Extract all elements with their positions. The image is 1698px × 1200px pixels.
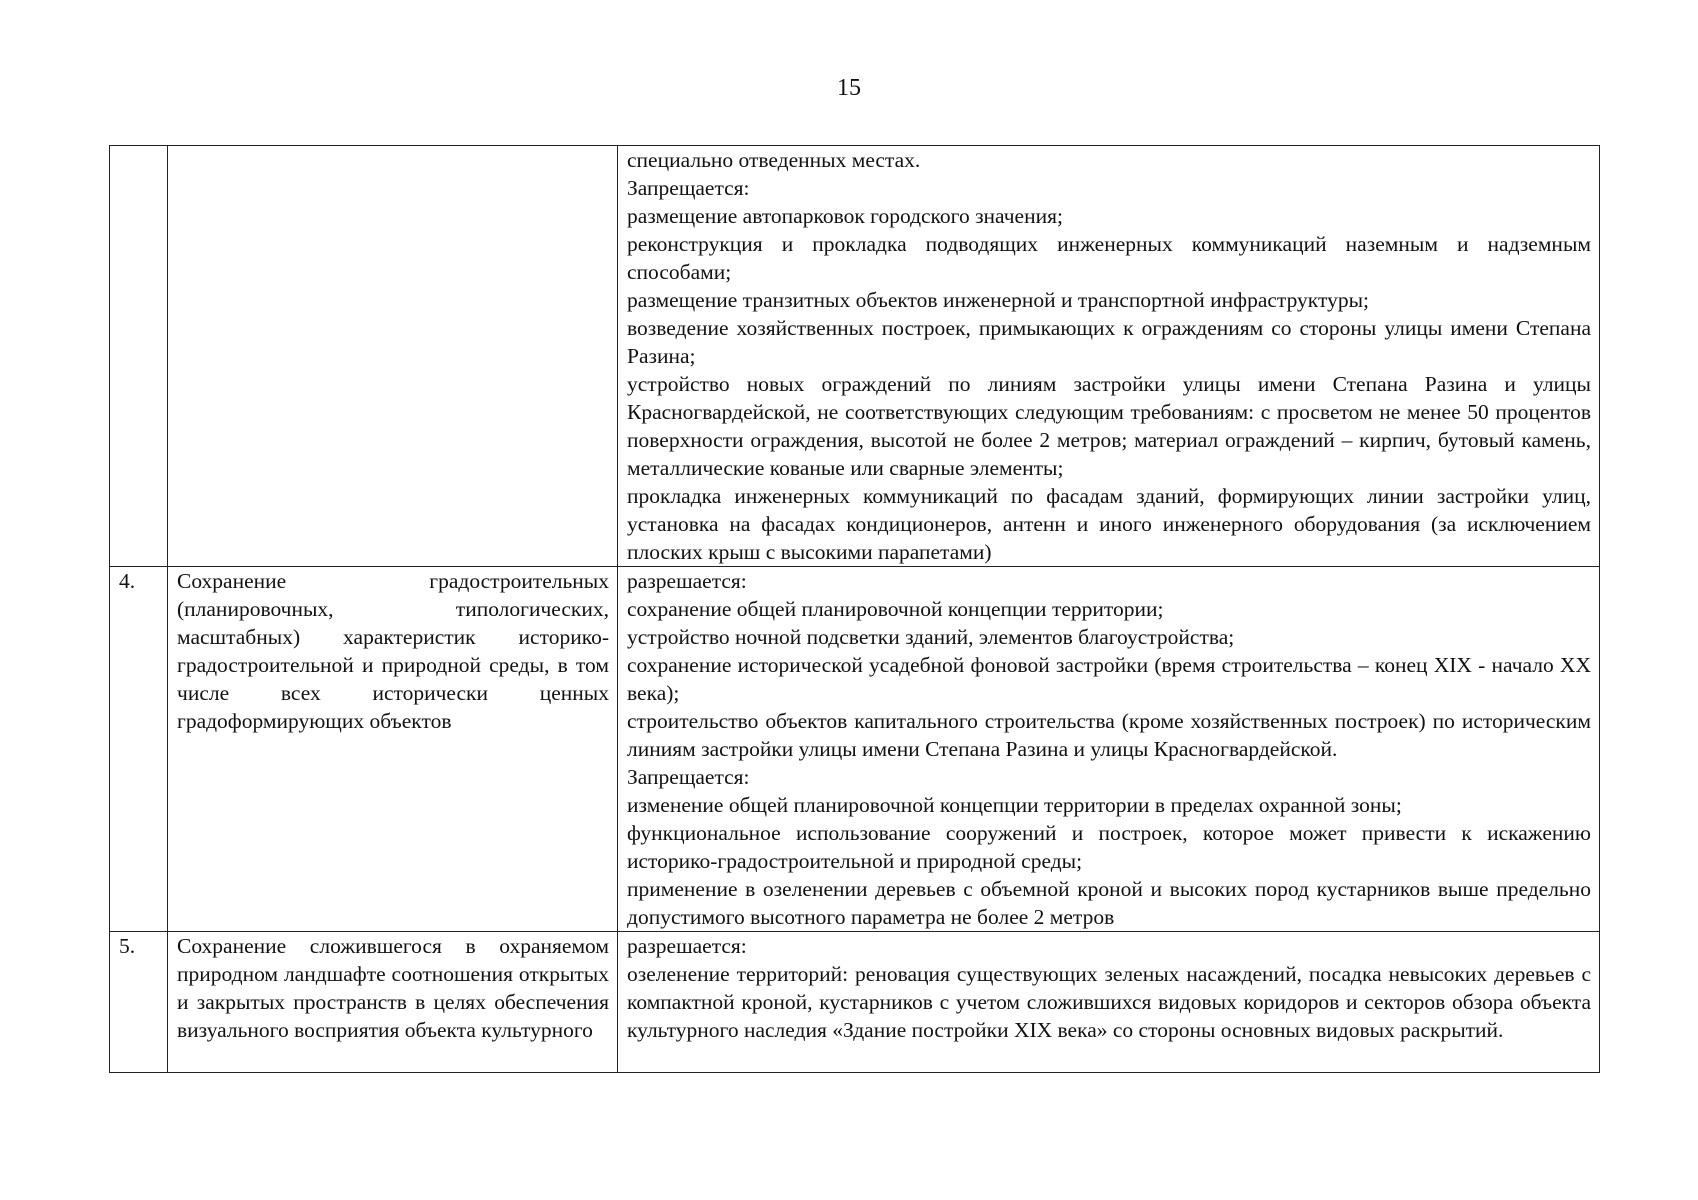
requirement-cell	[168, 146, 618, 567]
regulation-paragraph: сохранение исторической усадебной фоновой застройки (время строительства – конец XIX - начало XX века);	[627, 653, 1591, 705]
regulation-paragraph: Запрещается:	[627, 765, 750, 789]
table-row	[110, 567, 1600, 932]
table-row	[110, 932, 1600, 1073]
regulation-paragraph: устройство ночной подсветки зданий, элементов благоустройства;	[627, 625, 1235, 649]
regulation-paragraph: прокладка инженерных коммуникаций по фасадам зданий, формирующих линии застройки улиц, установка на фасадах кондиционеров, антенн и иного инженерного оборудования (за исключением плоских крыш с высокими парапетами)	[627, 484, 1591, 564]
table-row	[110, 146, 1600, 567]
regulation-paragraph: сохранение общей планировочной концепции территории;	[627, 597, 1164, 621]
row-number-cell	[110, 146, 168, 567]
requirement-clip	[177, 932, 609, 1072]
regulation-paragraph: возведение хозяйственных построек, примыкающих к ограждениям со стороны улицы имени Степана Разина;	[627, 316, 1591, 368]
regulation-clip	[627, 932, 1591, 1072]
requirement-text: Сохранение градостроительных (планировочных, типологических, масштабных) характеристик историко-градостроительной и природной среды, в том числе всех исторически ценных градоформирующих объектов	[177, 569, 609, 733]
regulation-paragraph: устройство новых ограждений по линиям застройки улицы имени Степана Разина и улицы Красногвардейской, не соответствующих следующим требованиям: с просветом не менее 50 процентов поверхности ограждения, высотой не более 2 метров; материал ограждений – кирпич, бутовый камень, металлические кованые или сварные элементы;	[627, 372, 1591, 480]
regulation-paragraph: разрешается:	[627, 934, 747, 958]
row-number-cell: 5.	[110, 932, 168, 1073]
regulation-paragraph: Запрещается:	[627, 176, 750, 200]
regulation-paragraph: реконструкция и прокладка подводящих инженерных коммуникаций наземным и надземным способами;	[627, 232, 1591, 284]
regulation-cell	[618, 146, 1600, 567]
requirement-cell	[168, 567, 618, 932]
regulation-cell	[618, 567, 1600, 932]
regulation-paragraph: специально отведенных местах.	[627, 148, 921, 172]
page-number: 15	[837, 75, 861, 101]
regulation-paragraph: строительство объектов капитального строительства (кроме хозяйственных построек) по историческим линиям застройки улицы имени Степана Разина и улицы Красногвардейской.	[627, 709, 1591, 761]
requirement-cell	[168, 932, 618, 1073]
regulation-paragraph: разрешается:	[627, 569, 747, 593]
regulation-paragraph: изменение общей планировочной концепции территории в пределах охранной зоны;	[627, 793, 1402, 817]
regulation-paragraph: размещение автопарковок городского значения;	[627, 204, 1063, 228]
regulation-paragraph: функциональное использование сооружений и построек, которое может привести к искажению историко-градостроительной и природной среды;	[627, 821, 1591, 873]
row-number-cell: 4.	[110, 567, 168, 932]
regulation-cell	[618, 932, 1600, 1073]
requirement-text: Сохранение сложившегося в охраняемом природном ландшафте соотношения открытых и закрытых пространств в целях обеспечения визуального восприятия объекта культурного	[177, 934, 609, 1042]
regulation-paragraph: размещение транзитных объектов инженерной и транспортной инфраструктуры;	[627, 288, 1369, 312]
regulation-paragraph: применение в озеленении деревьев с объемной кроной и высоких пород кустарников выше предельно допустимого высотного параметра не более 2 метров	[627, 877, 1591, 929]
regulations-table	[109, 145, 1600, 1073]
regulation-paragraph: озеленение территорий: реновация существующих зеленых насаждений, посадка невысоких деревьев с компактной кроной, кустарников с учетом сложившихся видовых коридоров и секторов обзора объекта культурного наследия «Здание постройки XIX века» со стороны основных видовых раскрытий.	[627, 962, 1591, 1042]
